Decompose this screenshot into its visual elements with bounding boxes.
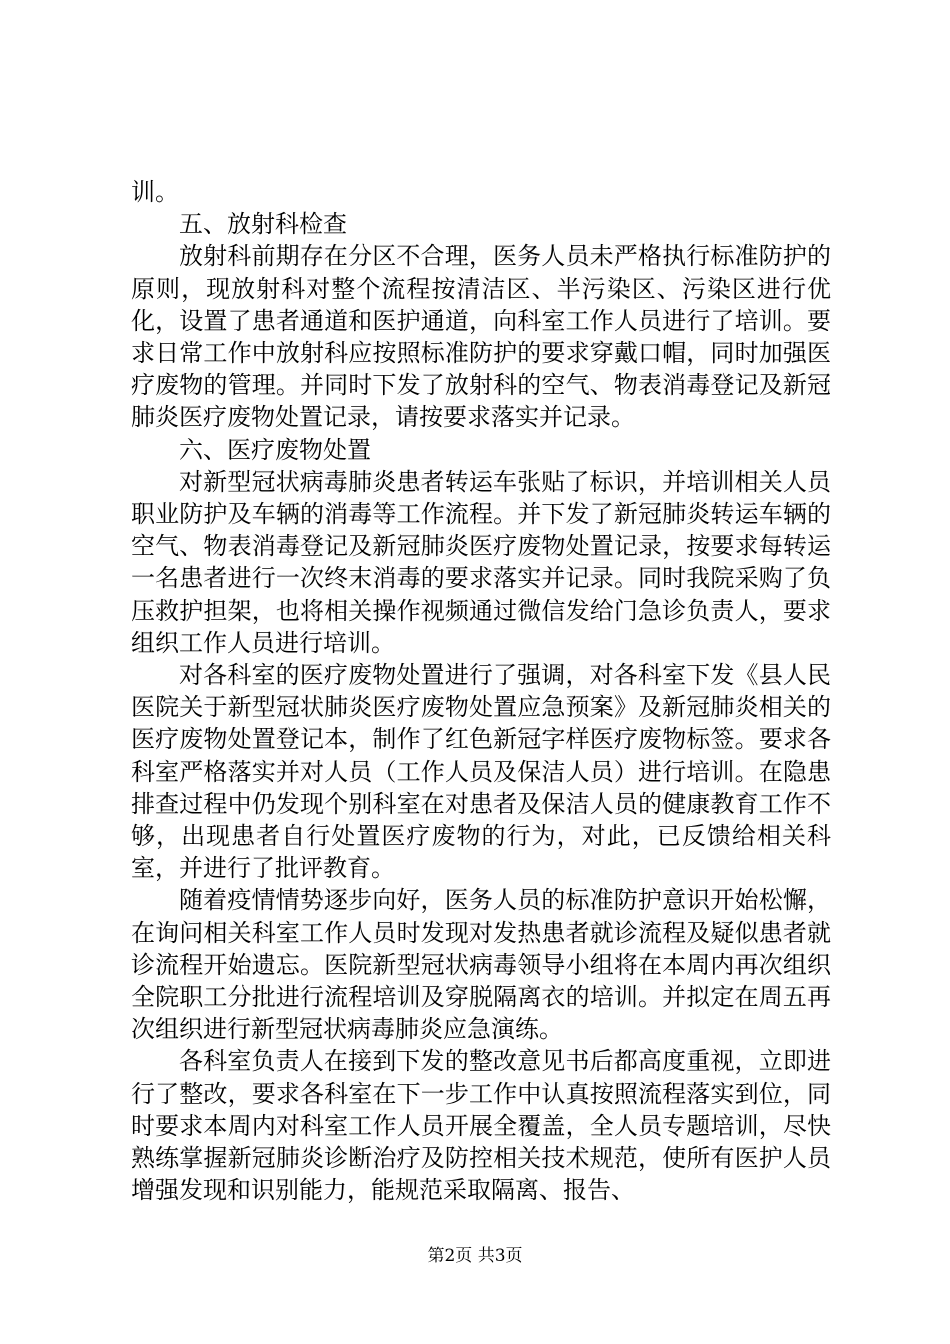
paragraph-rectification: 各科室负责人在接到下发的整改意见书后都高度重视，立即进行了整改，要求各科室在下一步工作中认真按照流程落实到位，同时要求本周内对科室工作人员开展全覆盖，全人员专题培训，尽快熟练掌握新冠肺炎诊断治疗及防控相关技术规范，使所有医护人员增强发现和识别能力，能规范采取隔离、报告、 <box>131 1047 831 1205</box>
section-heading-medical-waste: 六、医疗废物处置 <box>179 435 371 464</box>
paragraph-radiology: 放射科前期存在分区不合理，医务人员未严格执行标准防护的原则，现放射科对整个流程按清洁区、半污染区、污染区进行优化，设置了患者通道和医护通道，向科室工作人员进行了培训。要求日常工作中放射科应按照标准防护的要求穿戴口帽，同时加强医疗废物的管理。并同时下发了放射科的空气、物表消毒登记及新冠肺炎医疗废物处置记录，请按要求落实并记录。 <box>131 242 831 432</box>
paragraph-continuation: 训。 <box>131 178 179 206</box>
paragraph-waste-disposal: 对各科室的医疗废物处置进行了强调，对各科室下发《县人民医院关于新型冠状肺炎医疗废物处置应急预案》及新冠肺炎相关的医疗废物处置登记本，制作了红色新冠字样医疗废物标签。要求各科室严格落实并对人员（工作人员及保洁人员）进行培训。在隐患排查过程中仍发现个别科室在对患者及保洁人员的健康教育工作不够，出现患者自行处置医疗废物的行为，对此，已反馈给相关科室，并进行了批评教育。 <box>131 661 831 883</box>
paragraph-transfer-vehicle: 对新型冠状病毒肺炎患者转运车张贴了标识，并培训相关人员职业防护及车辆的消毒等工作流程。并下发了新冠肺炎转运车辆的空气、物表消毒登记及新冠肺炎医疗废物处置记录，按要求每转运一名患者进行一次终末消毒的要求落实并记录。同时我院采购了负压救护担架，也将相关操作视频通过微信发给门急诊负责人，要求组织工作人员进行培训。 <box>131 467 831 657</box>
paragraph-training: 随着疫情情势逐步向好，医务人员的标准防护意识开始松懈，在询问相关科室工作人员时发现对发热患者就诊流程及疑似患者就诊流程开始遗忘。医院新型冠状病毒领导小组将在本周内再次组织全院职工分批进行流程培训及穿脱隔离衣的培训。并拟定在周五再次组织进行新型冠状病毒肺炎应急演练。 <box>131 886 831 1044</box>
section-heading-radiology: 五、放射科检查 <box>179 210 347 239</box>
document-body <box>131 176 831 1207</box>
page-footer: 第2页 共3页 <box>427 1246 523 1266</box>
